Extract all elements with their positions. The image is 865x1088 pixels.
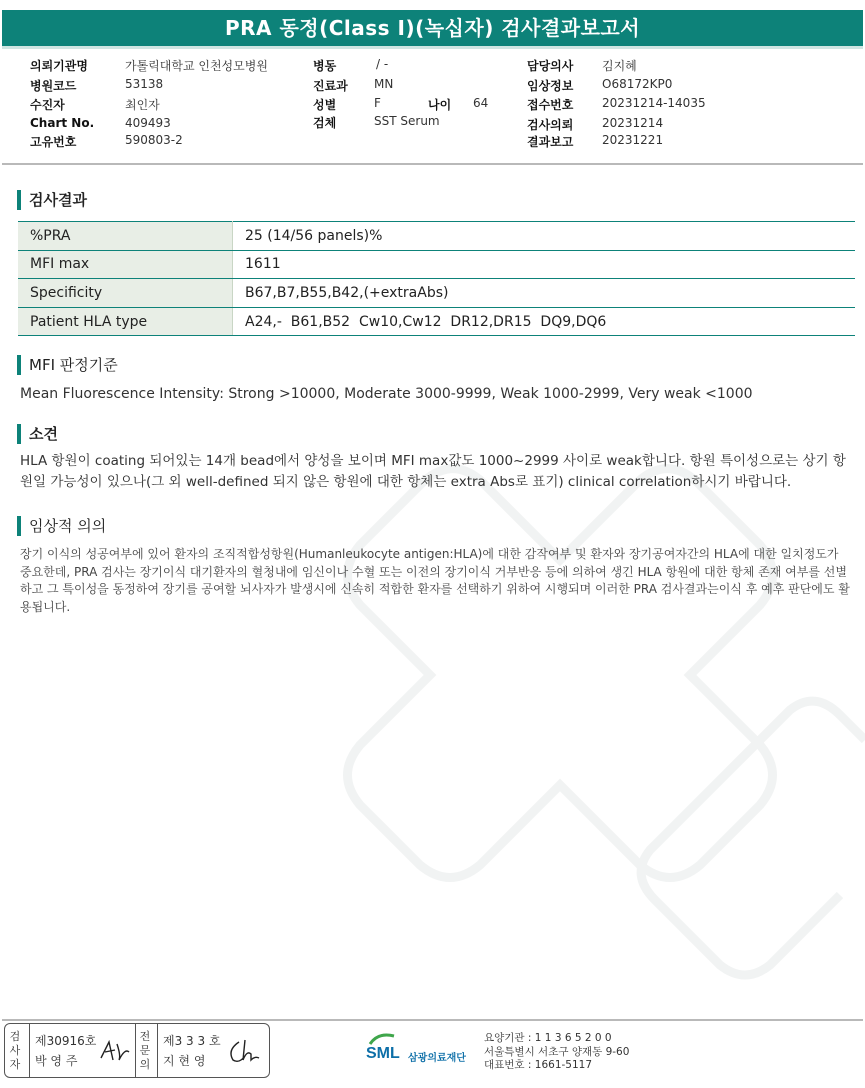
sign-divider [29,1024,30,1077]
specimen-value: SST Serum [374,114,440,128]
tester-license: 제30916호 [35,1034,97,1048]
sex-label: 성별 [313,98,337,112]
sex-value: F [374,96,381,110]
chart-no-label: Chart No. [30,116,95,130]
tester-name: 박 영 주 [35,1054,78,1068]
title-underline [2,46,863,49]
report-date-label: 결과보고 [527,135,574,149]
clinical-info-value: O68172KP0 [602,77,673,91]
results-section-title: 검사결과 [17,190,87,210]
criteria-section-title: MFI 판정기준 [17,355,118,375]
signature-box [4,1023,270,1078]
result-value: 25 (14/56 panels)% [233,222,856,251]
tester-label-1: 검 [9,1030,21,1043]
department-value: MN [374,77,394,91]
result-label: Patient HLA type [18,307,233,336]
result-label: Specificity [18,279,233,308]
result-value: B67,B7,B55,B42,(+extraAbs) [233,279,856,308]
hospital-code-value: 53138 [125,77,164,91]
receipt-no-label: 접수번호 [527,98,574,112]
institution-value: 가톨릭대학교 인천성모병원 [125,59,268,73]
table-row [18,279,855,308]
confirmer-label-2: 문 [139,1044,151,1057]
foundation-name: 삼광의료재단 [408,1053,466,1064]
confirmer-license: 제3 3 3 호 [163,1034,221,1048]
report-title: PRA 동정(Class I)(녹십자) 검사결과보고서 [2,10,863,46]
request-date-label: 검사의뢰 [527,118,574,132]
ward-value: / - [376,57,389,71]
confirmer-label-1: 전 [139,1030,151,1043]
institution-label: 의뢰기관명 [30,59,88,73]
clinical-info-label: 임상정보 [527,79,574,93]
patient-value: 최인자 [125,98,160,112]
institution-address: 서울특별시 서초구 양재동 9-60 [484,1045,630,1058]
chart-no-value: 409493 [125,116,171,130]
physician-value: 김지혜 [602,59,637,73]
table-row [18,222,855,251]
table-row [18,307,855,336]
result-label: MFI max [18,250,233,279]
age-value: 64 [473,96,489,110]
result-label: %PRA [18,222,233,251]
table-row [18,250,855,279]
physician-label: 담당의사 [527,59,574,73]
result-value: A24,- B61,B52 Cw10,Cw12 DR12,DR15 DQ9,DQ6 [233,307,856,336]
receipt-no-value: 20231214-14035 [602,96,706,110]
confirmer-label-3: 의 [139,1058,151,1071]
specimen-label: 검체 [313,116,337,130]
age-label: 나이 [428,98,452,112]
confirmer-signature [225,1036,263,1066]
result-value: 1611 [233,250,856,279]
clinical-section-title: 임상적 의의 [17,516,106,536]
confirmer-name: 지 현 영 [163,1054,206,1068]
unique-no-value: 590803-2 [125,133,183,147]
tester-label-3: 자 [9,1058,21,1071]
clinical-text: 장기 이식의 성공여부에 있어 환자의 조직적합성항원(Humanleukocyte antigen:HLA)에 대한 감작여부 및 환자와 장기공여자간의 HLA에 대한 일치정도가 중요한데, PRA 검사는 장기이식 대기환자의 혈청내에 임신이나 수혈 또는 이전의 장기이식 거부반응 등에 의하여 생긴 HLA 항원에 대한 항체 존재 여부를 선별하고 그 특이성을 동정하여 장기를 공여할 뇌사자가 발생시에 신속히 적합한 환자를 선택하기 위하여 시행되며 이러한 PRA 검사결과는이식 후 예후 판단에도 활용됩니다. [20,547,850,614]
ward-label: 병동 [313,59,337,73]
results-table [18,221,855,336]
tester-signature [97,1036,133,1066]
report-date-value: 20231221 [602,133,664,147]
institution-phone: 대표번호 : 1661-5117 [484,1059,593,1071]
criteria-text: Mean Fluorescence Intensity: Strong >10000, Moderate 3000-9999, Weak 1000-2999, Very weak <1000 [20,386,753,402]
care-institution-number: 요양기관 : 1 1 3 6 5 2 0 0 [484,1032,612,1044]
patient-info-block [0,57,865,157]
patient-label: 수진자 [30,98,65,112]
department-label: 진료과 [313,79,348,93]
sign-divider [157,1024,158,1077]
sign-divider [135,1024,136,1077]
sml-logo-text: SML [366,1045,400,1062]
unique-no-label: 고유번호 [30,135,77,149]
footer-divider [2,1019,863,1021]
hospital-code-label: 병원코드 [30,79,77,93]
institution-contact [484,1032,629,1073]
tester-label-2: 사 [9,1044,21,1057]
opinion-text: HLA 항원이 coating 되어있는 14개 bead에서 양성을 보이며 MFI max값도 1000~2999 사이로 weak합니다. 항원 특이성으로는 상기 항원일 가능성이 있으나(그 외 well-defined 되지 않은 항원에 대한 항체는 extra Abs로 표기) clinical correlation하시기 바랍니다. [20,453,846,490]
request-date-value: 20231214 [602,116,664,130]
header-divider [2,163,863,165]
opinion-section-title: 소견 [17,424,58,444]
